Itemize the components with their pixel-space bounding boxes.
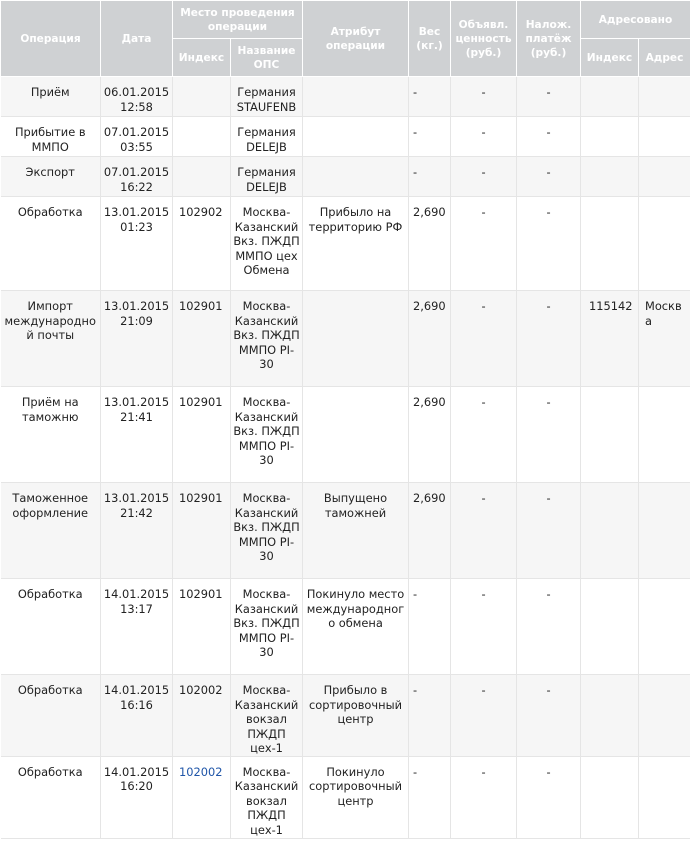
declared-value-cell: - <box>451 197 517 291</box>
date-cell <box>101 483 173 579</box>
time-value: 12:58 <box>120 99 153 114</box>
cod-cell: - <box>517 483 581 579</box>
addr-address-cell <box>639 756 690 838</box>
attribute-cell <box>303 157 409 197</box>
weight-cell: - <box>409 157 451 197</box>
operation-cell: Обработка <box>1 675 101 757</box>
index-cell: 102901 <box>173 483 231 579</box>
table-row <box>1 675 690 757</box>
attribute-cell: Выпущено таможней <box>303 483 409 579</box>
addr-address-cell <box>639 117 690 157</box>
weight-cell: 2,690 <box>409 197 451 291</box>
addr-address-cell <box>639 579 690 675</box>
date-cell <box>101 117 173 157</box>
date-value: 13.01.2015 <box>103 205 170 219</box>
date-value: 14.01.2015 <box>103 764 170 779</box>
addr-index-cell: 115142 <box>581 291 639 387</box>
col-place: Место проведения операции <box>173 1 303 39</box>
cod-cell: - <box>517 117 581 157</box>
date-value: 07.01.2015 <box>103 165 170 179</box>
col-operation: Операция <box>1 1 101 77</box>
ops-name-cell: Москва-Казанский Вкз. ПЖДП ММПО PI-30 <box>231 483 303 579</box>
date-cell <box>101 77 173 117</box>
attribute-cell: Покинуло место международного обмена <box>303 579 409 675</box>
time-value: 01:23 <box>120 219 153 234</box>
cod-cell: - <box>517 579 581 675</box>
addr-index-cell <box>581 197 639 291</box>
table-row <box>1 483 690 579</box>
date-value: 13.01.2015 <box>103 299 170 313</box>
addr-index-cell <box>581 117 639 157</box>
attribute-cell <box>303 291 409 387</box>
operation-cell: Таможенное оформление <box>1 483 101 579</box>
weight-cell: - <box>409 756 451 838</box>
ops-name-cell: Германия STAUFENB <box>231 77 303 117</box>
col-addr-index: Индекс <box>581 39 639 77</box>
cod-cell: - <box>517 291 581 387</box>
declared-value-cell: - <box>451 756 517 838</box>
ops-name-cell: Москва-Казанский Вкз. ПЖДП ММПО PI-30 <box>231 387 303 483</box>
time-value: 21:41 <box>120 409 153 424</box>
index-cell <box>173 756 231 838</box>
addr-index-cell <box>581 387 639 483</box>
weight-cell: - <box>409 675 451 757</box>
table-body <box>1 77 690 839</box>
date-cell <box>101 579 173 675</box>
date-cell <box>101 157 173 197</box>
declared-value-cell: - <box>451 117 517 157</box>
table-header <box>1 1 690 77</box>
declared-value-cell: - <box>451 77 517 117</box>
date-cell <box>101 675 173 757</box>
time-value: 21:09 <box>120 313 153 328</box>
index-cell: 102901 <box>173 291 231 387</box>
addr-index-cell <box>581 579 639 675</box>
cod-cell: - <box>517 157 581 197</box>
operation-cell: Прибытие в ММПО <box>1 117 101 157</box>
attribute-cell: Прибыло в сортировочный центр <box>303 675 409 757</box>
addr-address-cell <box>639 157 690 197</box>
addr-address-cell <box>639 77 690 117</box>
addr-address-cell: Москва <box>639 291 690 387</box>
col-attribute: Атрибут операции <box>303 1 409 77</box>
addr-index-cell <box>581 675 639 757</box>
ops-name-cell: Москва-Казанский вокзал ПЖДП цех-1 <box>231 675 303 757</box>
declared-value-cell: - <box>451 157 517 197</box>
table-row <box>1 291 690 387</box>
index-cell: 102901 <box>173 387 231 483</box>
ops-name-cell: Германия DELEJB <box>231 117 303 157</box>
index-cell: 102901 <box>173 579 231 675</box>
date-cell <box>101 756 173 838</box>
table-row <box>1 387 690 483</box>
time-value: 21:42 <box>120 505 153 520</box>
date-cell <box>101 387 173 483</box>
addr-address-cell <box>639 387 690 483</box>
cod-cell: - <box>517 756 581 838</box>
index-cell <box>173 77 231 117</box>
declared-value-cell: - <box>451 579 517 675</box>
col-weight: Вес (кг.) <box>409 1 451 77</box>
index-cell <box>173 117 231 157</box>
cod-cell: - <box>517 77 581 117</box>
date-value: 06.01.2015 <box>103 85 170 99</box>
cod-cell: - <box>517 387 581 483</box>
operation-cell: Приём <box>1 77 101 117</box>
addr-index-cell <box>581 157 639 197</box>
col-declared-value: Объявл. ценность (руб.) <box>451 1 517 77</box>
weight-cell: 2,690 <box>409 387 451 483</box>
addr-index-cell <box>581 77 639 117</box>
ops-name-cell: Москва-Казанский Вкз. ПЖДП ММПО цех Обмена <box>231 197 303 291</box>
index-cell: 102002 <box>173 675 231 757</box>
weight-cell: - <box>409 77 451 117</box>
ops-name-cell: Москва-Казанский Вкз. ПЖДП ММПО PI-30 <box>231 579 303 675</box>
weight-cell: - <box>409 117 451 157</box>
time-value: 13:17 <box>120 601 153 616</box>
ops-name-cell: Москва-Казанский Вкз. ПЖДП ММПО PI-30 <box>231 291 303 387</box>
addr-address-cell <box>639 483 690 579</box>
addr-address-cell <box>639 197 690 291</box>
declared-value-cell: - <box>451 387 517 483</box>
attribute-cell: Покинуло сортировочный центр <box>303 756 409 838</box>
index-cell <box>173 157 231 197</box>
cod-cell: - <box>517 675 581 757</box>
date-value: 07.01.2015 <box>103 125 170 139</box>
attribute-cell: Прибыло на территорию РФ <box>303 197 409 291</box>
date-value: 14.01.2015 <box>103 587 170 601</box>
table-row <box>1 77 690 117</box>
addr-address-cell <box>639 675 690 757</box>
table-row <box>1 157 690 197</box>
declared-value-cell: - <box>451 675 517 757</box>
date-value: 13.01.2015 <box>103 395 170 409</box>
operation-cell: Обработка <box>1 197 101 291</box>
col-cod: Налож. платёж (руб.) <box>517 1 581 77</box>
addr-index-cell <box>581 483 639 579</box>
ops-name-cell: Москва-Казанский вокзал ПЖДП цех-1 <box>231 756 303 838</box>
operation-cell: Обработка <box>1 756 101 838</box>
table-row <box>1 197 690 291</box>
cod-cell: - <box>517 197 581 291</box>
operation-cell: Импорт международной почты <box>1 291 101 387</box>
weight-cell: - <box>409 579 451 675</box>
time-value: 16:20 <box>120 779 153 793</box>
col-addr-address: Адрес <box>639 39 690 77</box>
time-value: 16:16 <box>120 697 153 712</box>
col-ops-name: Название ОПС <box>231 39 303 77</box>
col-addressed: Адресовано <box>581 1 690 39</box>
operation-cell: Экспорт <box>1 157 101 197</box>
date-cell <box>101 291 173 387</box>
table-row <box>1 579 690 675</box>
col-index: Индекс <box>173 39 231 77</box>
weight-cell: 2,690 <box>409 291 451 387</box>
operation-cell: Обработка <box>1 579 101 675</box>
index-link[interactable]: 102002 <box>179 764 223 779</box>
index-cell: 102902 <box>173 197 231 291</box>
attribute-cell <box>303 387 409 483</box>
date-value: 13.01.2015 <box>103 491 170 505</box>
table-row <box>1 756 690 838</box>
declared-value-cell: - <box>451 483 517 579</box>
date-cell <box>101 197 173 291</box>
declared-value-cell: - <box>451 291 517 387</box>
addr-index-cell <box>581 756 639 838</box>
weight-cell: 2,690 <box>409 483 451 579</box>
col-date: Дата <box>101 1 173 77</box>
time-value: 16:22 <box>120 179 153 194</box>
time-value: 03:55 <box>120 139 153 154</box>
operation-cell: Приём на таможню <box>1 387 101 483</box>
ops-name-cell: Германия DELEJB <box>231 157 303 197</box>
table-row <box>1 117 690 157</box>
date-value: 14.01.2015 <box>103 683 170 697</box>
attribute-cell <box>303 77 409 117</box>
attribute-cell <box>303 117 409 157</box>
